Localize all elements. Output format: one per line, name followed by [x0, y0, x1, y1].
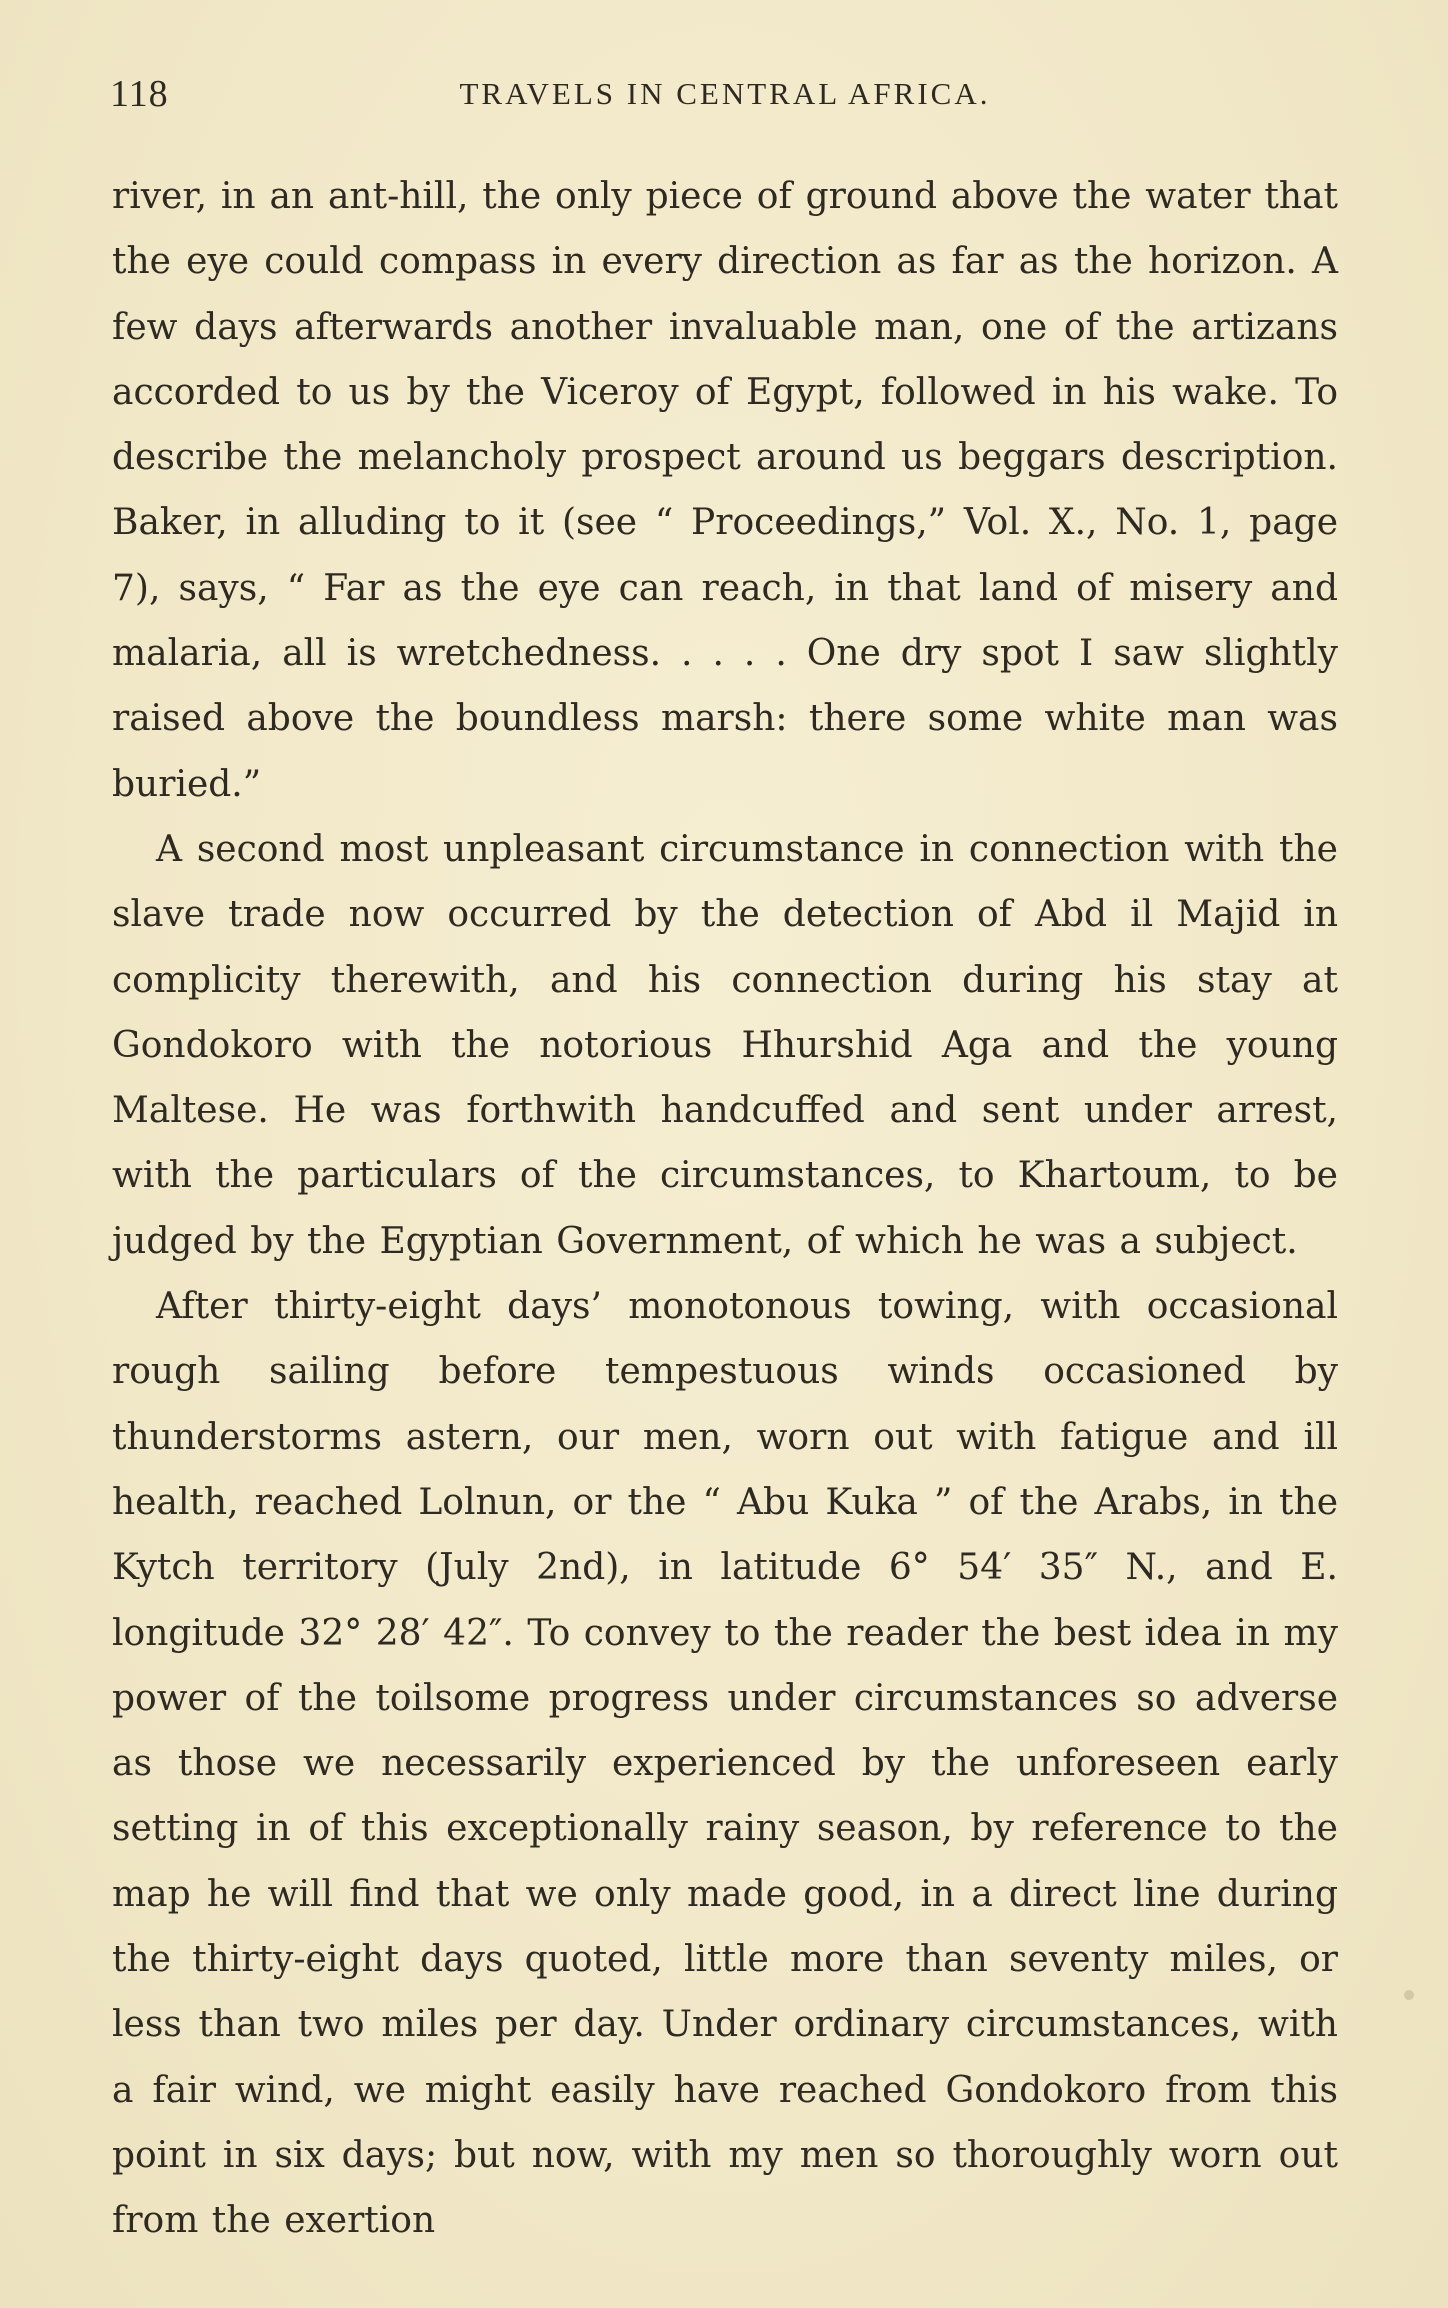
page-header [110, 72, 1340, 122]
paragraph-journey: After thirty-eight days’ monotonous towing, with occasional rough sailing before tempestuous winds occasioned by thunderstorms astern, our men, worn out with fatigue and ill health, reached Lolnun, or the “ Abu Kuka ” of the Arabs, in the Kytch territory (July 2nd), in latitude 6° 54′ 35″ N., and E. longitude 32° 28′ 42″. To convey to the reader the best idea in my power of the toilsome progress under circumstances so adverse as those we necessarily experienced by the unforeseen early setting in of this exceptionally rainy season, by reference to the map he will find that we only made good, in a direct line during the thirty-eight days quoted, little more than seventy miles, or less than two miles per day. Under ordinary circumstances, with a fair wind, we might easily have reached Gondokoro from this point in six days; but now, with my men so thoroughly worn out from the exertion [112, 1286, 1338, 2242]
page-number: 118 [110, 73, 169, 115]
paper-speck [1404, 1990, 1414, 2000]
paragraph-continuation: river, in an ant-hill, the only piece of ground above the water that the eye could compass in every direction as far as the horizon. A few days afterwards another invaluable man, one of the artizans accorded to us by the Viceroy of Egypt, followed in his wake. To describe the melancholy prospect around us beggars description. Baker, in alluding to it (see “ Proceedings,” Vol. X., No. 1, page 7), says, “ Far as the eye can reach, in that land of misery and malaria, all is wretchedness. . . . . One dry spot I saw slightly raised above the boundless marsh: there some white man was buried.” [112, 176, 1338, 805]
paragraph-slave-trade: A second most unpleasant circumstance in connection with the slave trade now occurred by the detection of Abd il Majid in complicity therewith, and his connection during his stay at Gondokoro with the notorious Hhurshid Aga and the young Maltese. He was forthwith handcuffed and sent under arrest, with the particulars of the circumstances, to Khartoum, to be judged by the Egyptian Government, of which he was a subject. [112, 828, 1338, 1262]
body-text [112, 164, 1338, 2254]
running-title: TRAVELS IN CENTRAL AFRICA. [459, 76, 991, 111]
